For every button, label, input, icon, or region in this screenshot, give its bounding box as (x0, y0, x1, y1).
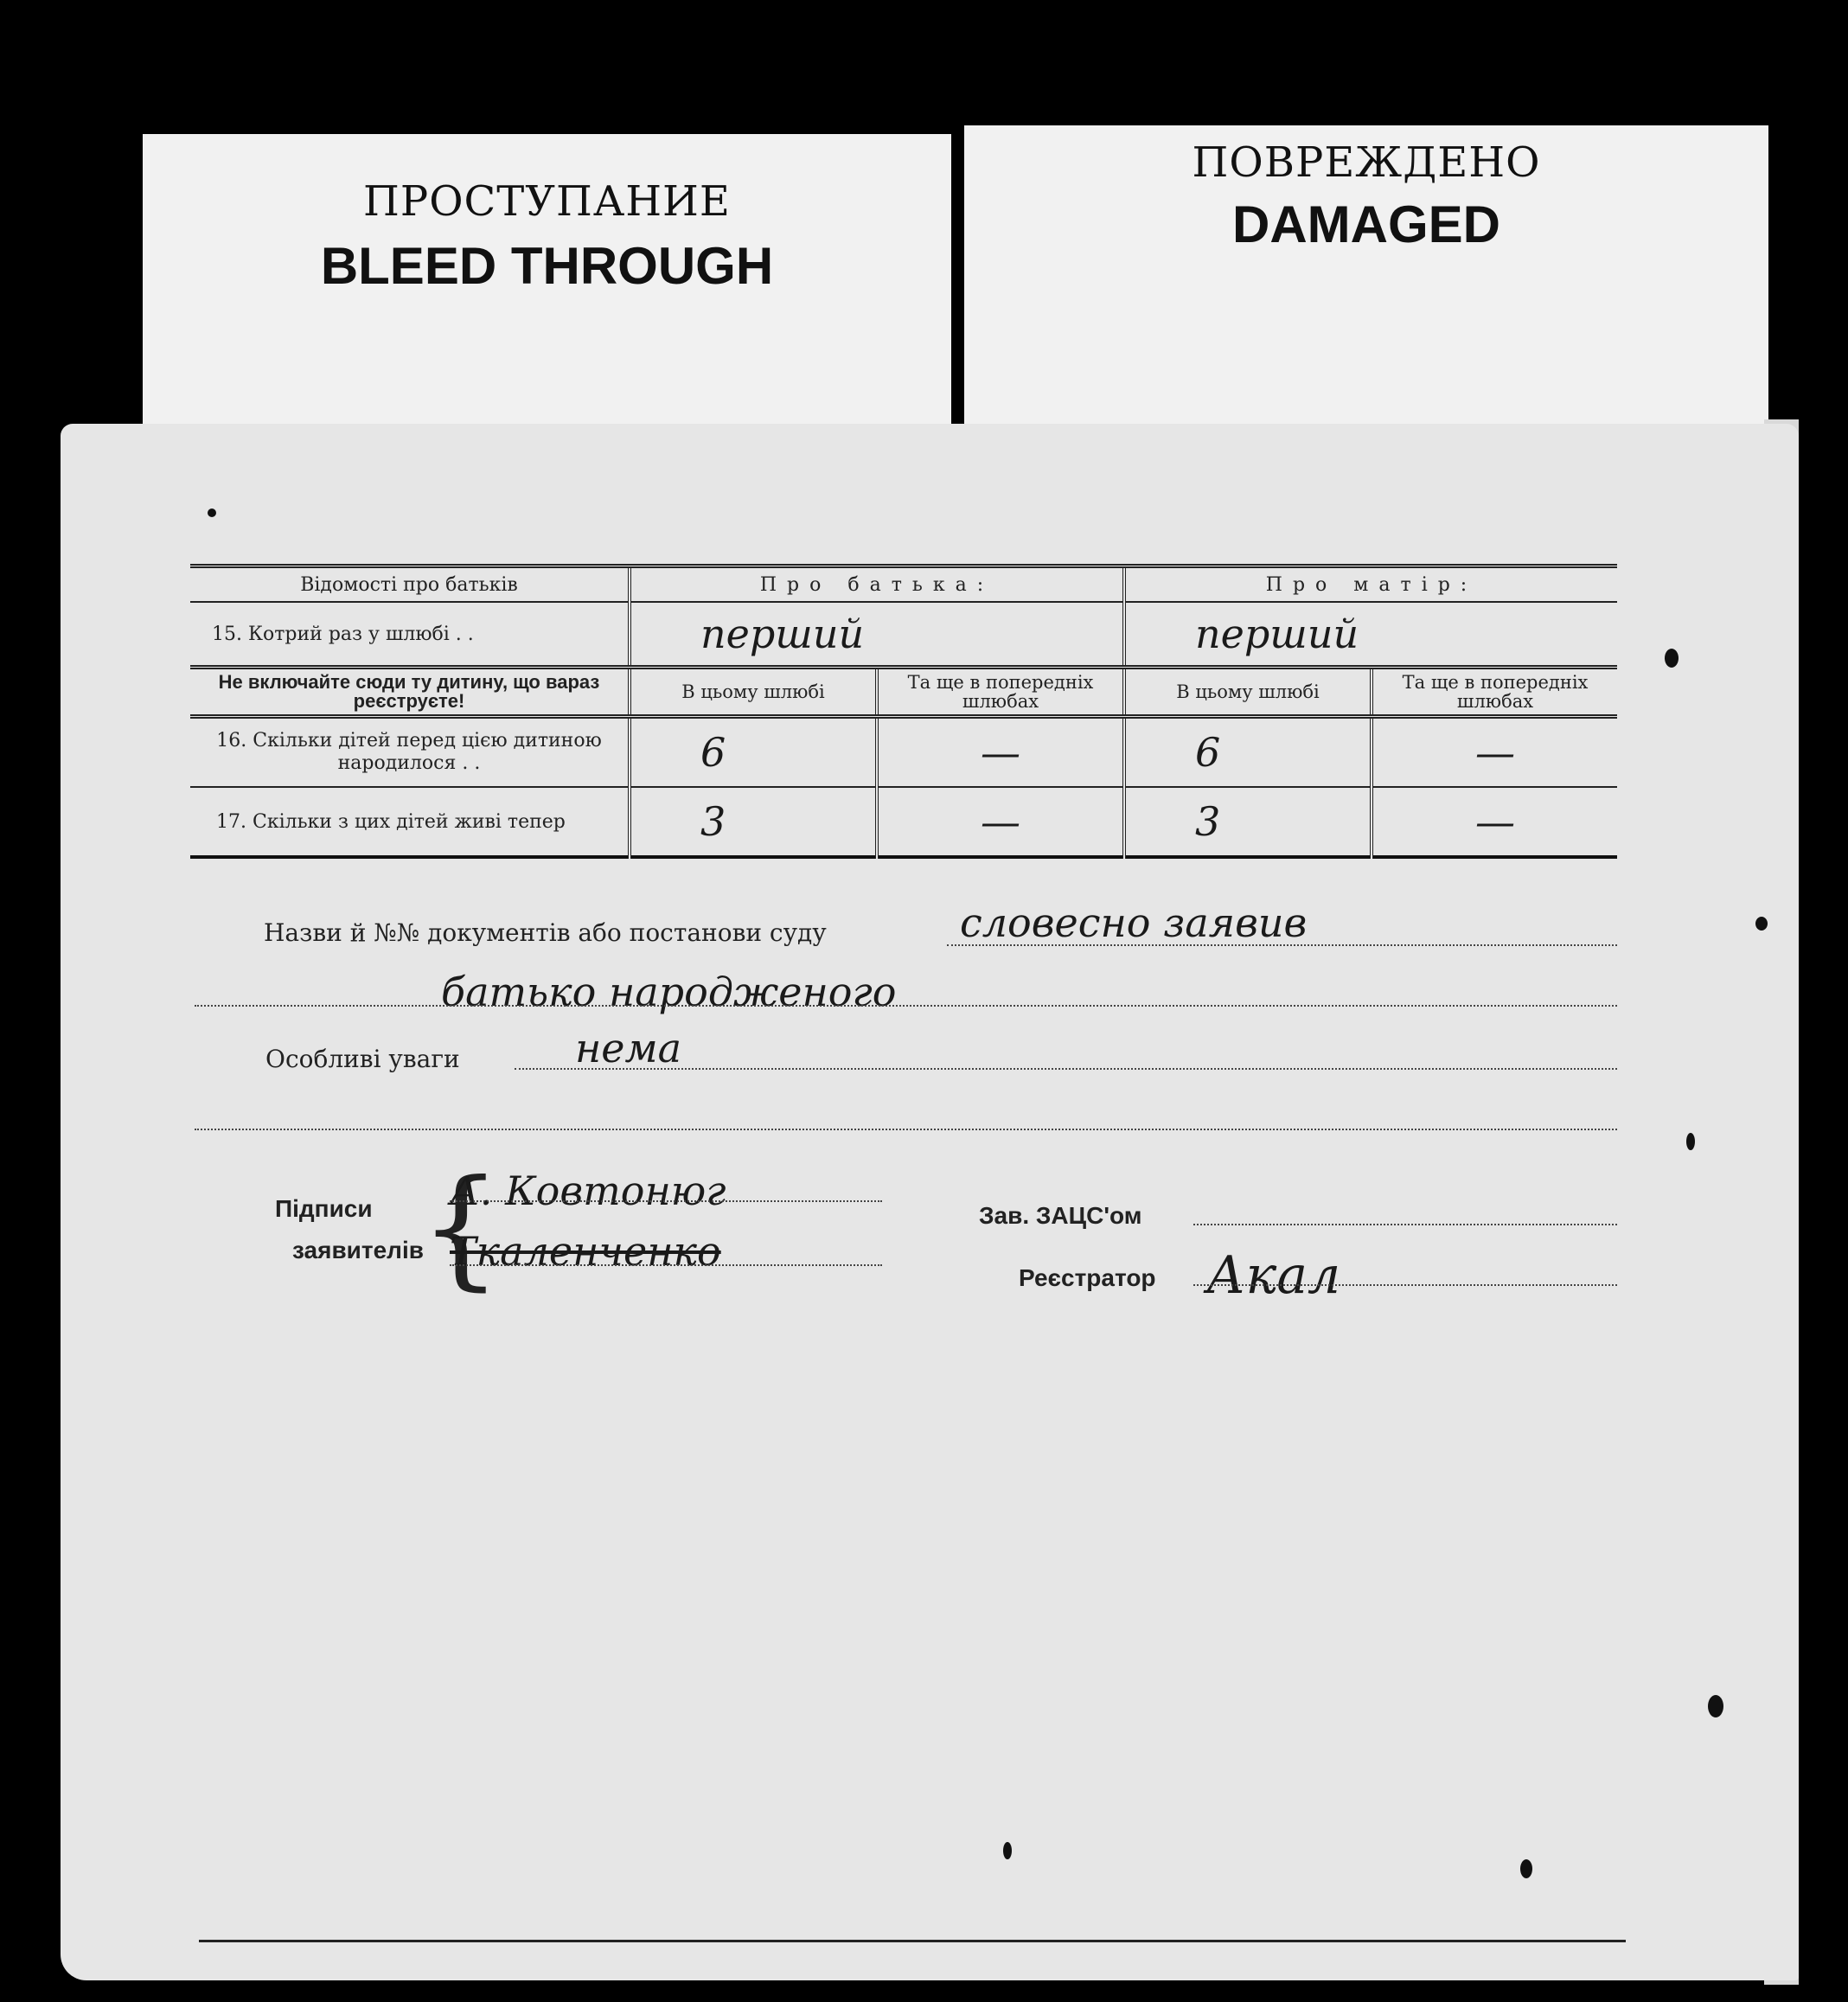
children-subheader-row (190, 668, 1617, 717)
punch-hole (1708, 1695, 1723, 1717)
documents-label: Назви й №№ документів або постанови суду (264, 918, 827, 947)
table-header-row (190, 566, 1617, 603)
remarks-value: нема (575, 1025, 682, 1071)
row-17-mother-this: 3 (1124, 787, 1372, 857)
father-in-this-marriage-header: В цьому шлюбі (630, 668, 877, 717)
mother-in-this-marriage-header: В цьому шлюбі (1124, 668, 1372, 717)
registrar-line (1193, 1284, 1617, 1286)
remarks-dotted-line-2 (195, 1129, 1617, 1130)
row-15-marriage-count (190, 602, 1617, 668)
signatures-brace: { (419, 1153, 502, 1303)
documents-dotted-line (947, 944, 1617, 946)
zags-head-line (1193, 1224, 1617, 1225)
bottom-rule (199, 1940, 1626, 1942)
header-parents-info: Відомості про батьків (190, 566, 630, 603)
punch-hole (1520, 1859, 1532, 1878)
row-16-father-prev: — (877, 717, 1124, 788)
mother-previous-marriages-header: Та ще в попередніх шлюбах (1372, 668, 1617, 717)
bleed-through-label-en: BLEED THROUGH (320, 237, 774, 295)
documents-value-line1: словесно заявив (960, 899, 1308, 946)
row-16-children-before (190, 717, 1617, 788)
row-15-father-value: перший (630, 602, 1124, 668)
zags-head-label: Зав. ЗАЦС'ом (979, 1202, 1142, 1229)
header-mother: Про матір: (1124, 566, 1617, 603)
row-17-father-prev: — (877, 787, 1124, 857)
row-17-label: 17. Скільки з цих дітей живі тепер (190, 787, 630, 857)
row-17-father-this: 3 (630, 787, 877, 857)
bleed-through-card (143, 134, 951, 428)
parents-info-table (190, 564, 1617, 859)
punch-hole (208, 508, 216, 517)
row-16-father-this: 6 (630, 717, 877, 788)
applicant-signature-1: А. Ковтонюг (450, 1167, 726, 1214)
damaged-label-en: DAMAGED (1232, 195, 1500, 253)
damaged-label-ru: ПОВРЕЖДЕНО (1192, 138, 1541, 187)
row-15-mother-value: перший (1124, 602, 1617, 668)
row-17-mother-prev: — (1372, 787, 1617, 857)
exclude-child-note: Не включайте сюди ту дитину, що вараз реєструєте! (190, 668, 630, 717)
applicant-signature-2: Ткаленченко (450, 1228, 721, 1275)
signatures-label-2: заявителів (292, 1237, 424, 1263)
remarks-label: Особливі уваги (265, 1045, 460, 1073)
remarks-dotted-line (515, 1068, 1617, 1070)
documents-dotted-line-2 (195, 1005, 1617, 1007)
row-17-children-alive (190, 787, 1617, 857)
row-15-label: 15. Котрий раз у шлюбі . . (190, 602, 630, 668)
signature-line-2 (450, 1264, 882, 1266)
bleed-through-label-ru: ПРОСТУПАНИЕ (363, 177, 731, 226)
header-father: Про батька: (630, 566, 1124, 603)
registrar-signature: Акал (1206, 1245, 1341, 1306)
damaged-card (964, 125, 1768, 424)
punch-hole (1755, 917, 1768, 931)
documents-value-line2: батько народженого (441, 969, 897, 1015)
punch-hole (1003, 1842, 1012, 1859)
signatures-label-1: Підписи (275, 1195, 373, 1222)
signature-line-1 (450, 1200, 882, 1202)
row-16-mother-this: 6 (1124, 717, 1372, 788)
row-16-label: 16. Скільки дітей перед цією дитиною народилося . . (190, 717, 630, 788)
row-16-mother-prev: — (1372, 717, 1617, 788)
registrar-label: Реєстратор (1019, 1264, 1156, 1291)
punch-hole (1665, 649, 1679, 668)
punch-hole (1686, 1133, 1695, 1150)
father-previous-marriages-header: Та ще в попередніх шлюбах (877, 668, 1124, 717)
